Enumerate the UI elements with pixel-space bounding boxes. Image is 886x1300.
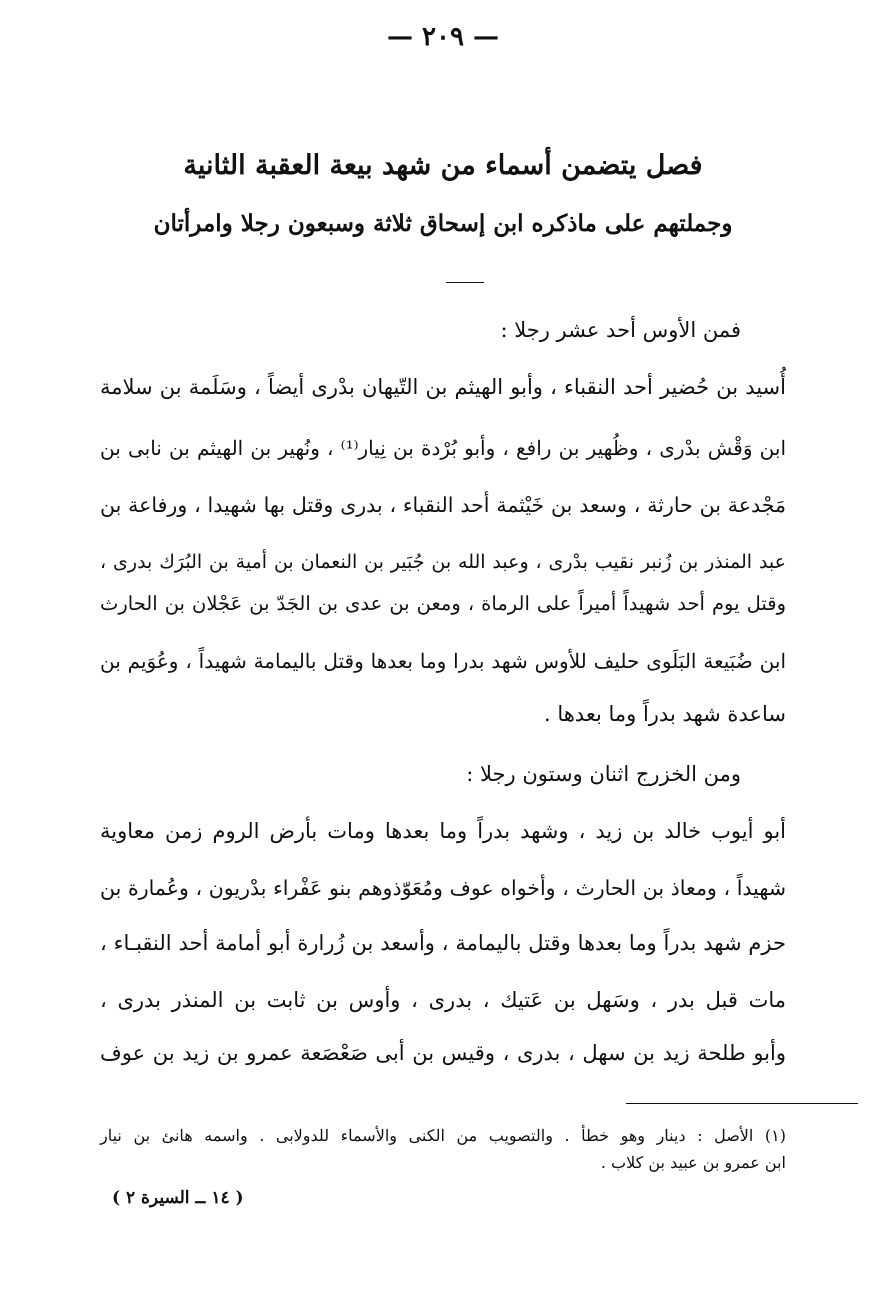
title-divider <box>446 282 484 283</box>
footnote-rule <box>626 1103 858 1104</box>
aws-line-4: عبد المنذر بن زُنبر نقيب بدْرى ، وعبد الله بن جُبَير بن النعمان بن أمية بن البُرَك بدرى ، <box>100 551 786 573</box>
aws-line-6: ابن ضُبَيعة البَلَوى حليف للأوس شهد بدرا وما بعدها وقتل باليمامة شهيداً ، وعُوَيم بن <box>100 649 786 673</box>
khazraj-line-5: وأبو طلحة زيد بن سهل ، بدرى ، وقيس بن أبى صَعْصَعة عمرو بن زيد بن عوف <box>100 1041 786 1065</box>
page-signature: ( ١٤ ــ السيرة ٢ ) <box>112 1188 244 1208</box>
aws-line-7: ساعدة شهد بدراً وما بعدها . <box>543 702 786 726</box>
aws-heading: فمن الأوس أحد عشر رجلا : <box>500 318 741 342</box>
footnote-line-1: (١) الأصل : دينار وهو خطأ . والتصويب من الكنى والأسماء للدولابى . واسمه هانئ بن نيار <box>100 1126 786 1145</box>
khazraj-line-4: مات قبل بدر ، وسَهل بن عَتيك ، بدرى ، وأوس بن ثابت بن المنذر بدرى ، <box>100 988 786 1012</box>
aws-line-3: مَجْدعة بن حارثة ، وسعد بن خَيْثمة أحد النقباء ، بدرى وقتل بها شهيدا ، ورفاعة بن <box>100 493 786 517</box>
khazraj-heading: ومن الخزرج اثنان وستون رجلا : <box>466 762 741 786</box>
chapter-subtitle: وجملتهم على ماذكره ابن إسحاق ثلاثة وسبعون رجلا وامرأتان <box>153 210 733 237</box>
aws-line-1: أُسيد بن حُضير أحد النقباء ، وأبو الهيثم بن التّيهان بدْرى أيضاً ، وسَلَمة بن سلامة <box>100 375 786 399</box>
khazraj-line-2: شهيداً ، ومعاذ بن الحارث ، وأخواه عوف ومُعَوّذوهم بنو عَفْراء بدْريون ، وعُمارة بن <box>100 876 786 900</box>
footnote-line-2: ابن عمرو بن عبيد بن كلاب . <box>600 1153 786 1172</box>
aws-line-5: وقتل يوم أحد شهيداً أميراً على الرماة ، ومعن بن عدى بن الجَدّ بن عَجْلان بن الحارث <box>100 592 786 615</box>
aws-line-2: ابن وَقْش بدْرى ، وظُهير بن رافع ، وأبو بُرْدة بن نِيار⁽¹⁾ ، ونُهير بن الهيثم بن نابى بن <box>100 436 786 460</box>
chapter-title: فصل يتضمن أسماء من شهد بيعة العقبة الثانية <box>183 150 703 181</box>
page-number: — ٢٠٩ — <box>386 22 500 52</box>
khazraj-line-1: أبو أيوب خالد بن زيد ، وشهد بدراً وما بعدها ومات بأرض الروم زمن معاوية <box>100 819 786 843</box>
khazraj-line-3: حزم شهد بدراً وما بعدها وقتل باليمامة ، وأسعد بن زُرارة أبو أمامة أحد النقبـاء ، <box>100 931 786 955</box>
